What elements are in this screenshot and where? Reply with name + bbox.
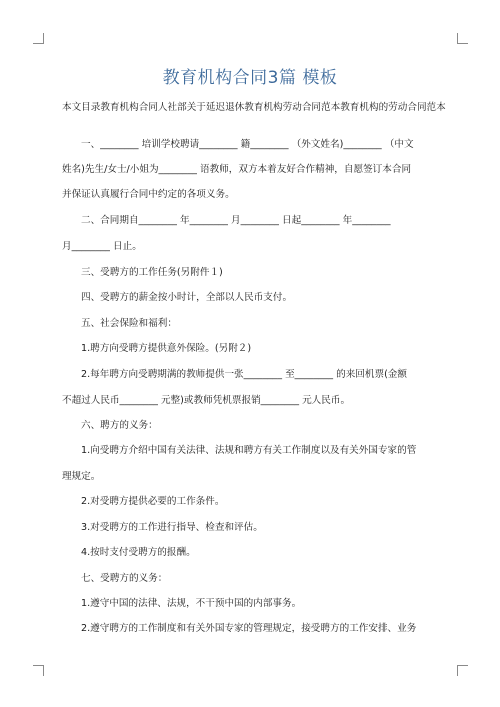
paragraph-line: 月________ 日止。 <box>62 241 142 252</box>
paragraph-line: 1.向受聘方介绍中国有关法律、法规和聘方有关工作制度以及有关外国专家的管 <box>81 445 417 456</box>
document-title: 教育机构合同3篇 模板 <box>162 68 338 88</box>
table-of-contents-intro: 本文目录教育机构合同人社部关于延迟退休教育机构劳动合同范本教育机构的劳动合同范本 <box>62 102 446 113</box>
paragraph-line: 三、受聘方的工作任务(另附件１) <box>81 267 223 278</box>
paragraph-line: 并保证认真履行合同中约定的各项义务。 <box>62 189 235 200</box>
paragraph-line: 2.遵守聘方的工作制度和有关外国专家的管理规定，接受聘方的工作安排、业务 <box>81 623 417 634</box>
paragraph-line: 1.聘方向受聘方提供意外保险。(另附２) <box>81 343 252 354</box>
paragraph-line: 二、合同期自________ 年________ 月________ 日起________ 年________ <box>81 215 391 226</box>
paragraph-line: 五、社会保险和福利： <box>81 318 177 329</box>
paragraph-line: 2.每年聘方向受聘期满的教师提供一张________ 至________ 的来回机票(金额 <box>81 369 407 380</box>
paragraph-line: 一、________ 培训学校聘请________ 籍________ （外文姓名)________ （中文 <box>81 139 414 150</box>
paragraph-line: 2.对受聘方提供必要的工作条件。 <box>81 496 225 507</box>
paragraph-line: 四、受聘方的薪金按小时计，全部以人民币支付。 <box>81 292 293 303</box>
page-corner-mark-bottom-right <box>457 665 468 676</box>
paragraph-line: 3.对受聘方的工作进行指导、检查和评估。 <box>81 522 263 533</box>
paragraph-line: 六、聘方的义务： <box>81 420 158 431</box>
paragraph-line: 4.按时支付受聘方的报酬。 <box>81 547 196 558</box>
page-corner-mark-bottom-left <box>33 665 44 676</box>
page-corner-mark-top-right <box>457 33 468 44</box>
paragraph-line: 七、受聘方的义务： <box>81 573 168 584</box>
paragraph-line: 理规定。 <box>62 471 101 482</box>
page-corner-mark-top-left <box>33 33 44 44</box>
paragraph-line: 姓名)先生/女士/小姐为________ 语教师，双方本着友好合作精神，自愿签订本合同 <box>62 164 412 175</box>
paragraph-line: 不超过人民币________ 元整)或教师凭机票报销________ 元人民币。 <box>62 395 351 406</box>
paragraph-line: 1.遵守中国的法律、法规，不干预中国的内部事务。 <box>81 598 302 609</box>
